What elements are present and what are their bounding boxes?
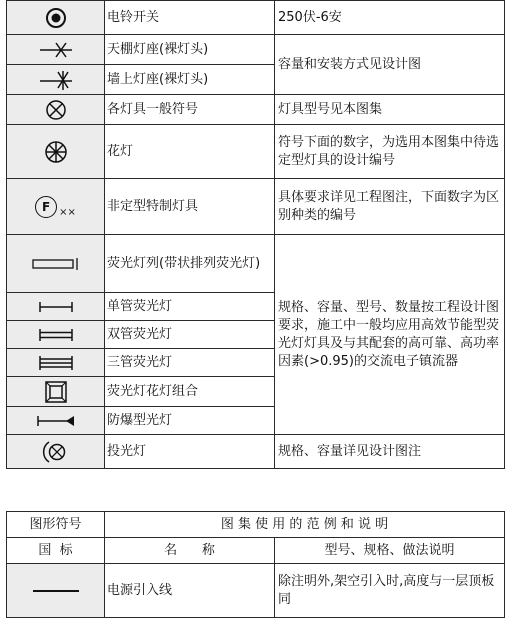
col-header-standard: 国 标 bbox=[7, 538, 105, 564]
item-name: 各灯具一般符号 bbox=[105, 95, 275, 125]
table-row bbox=[7, 35, 505, 65]
item-desc: 规格、容量、型号、数量按工程设计图要求，施工中一般均应用高效节能型荧光灯灯具及与其配套的高可靠、高功率因素(>0.95)的交流电子镇流器 bbox=[275, 235, 505, 435]
wall-socket-icon bbox=[36, 69, 76, 91]
item-name: 电源引入线 bbox=[105, 564, 275, 618]
table-row bbox=[7, 435, 505, 469]
lamp-general-icon bbox=[45, 99, 67, 121]
item-desc: 符号下面的数字，为选用本图集中待选定型灯具的设计编号 bbox=[275, 125, 505, 179]
floodlight-symbol bbox=[7, 435, 105, 469]
bell-switch-symbol bbox=[7, 1, 105, 35]
item-desc: 具体要求详见工程图注，下面数字为区别种类的编号 bbox=[275, 179, 505, 235]
example-table bbox=[6, 511, 505, 618]
table-row bbox=[7, 1, 505, 35]
floodlight-icon bbox=[41, 439, 71, 465]
item-name: 墙上灯座(裸灯头) bbox=[105, 65, 275, 95]
item-name: 荧光灯花灯组合 bbox=[105, 377, 275, 407]
item-name: 非定型特制灯具 bbox=[105, 179, 275, 235]
fluorescent-combo-symbol bbox=[7, 377, 105, 407]
fluorescent-row-symbol bbox=[7, 235, 105, 293]
double-tube-icon bbox=[36, 328, 76, 342]
col-header-spec: 型号、规格、做法说明 bbox=[275, 538, 505, 564]
power-line-symbol bbox=[7, 564, 105, 618]
single-tube-symbol bbox=[7, 293, 105, 321]
fluorescent-combo-icon bbox=[44, 380, 68, 404]
special-lamp-icon: F bbox=[35, 196, 57, 218]
item-name: 单管荧光灯 bbox=[105, 293, 275, 321]
table-row bbox=[7, 125, 505, 179]
table-row bbox=[7, 512, 505, 538]
double-tube-symbol bbox=[7, 321, 105, 349]
item-desc: 容量和安装方式见设计图 bbox=[275, 35, 505, 95]
chandelier-icon bbox=[44, 140, 68, 164]
triple-tube-symbol bbox=[7, 349, 105, 377]
table-row bbox=[7, 95, 505, 125]
ceiling-lamp-socket-symbol bbox=[7, 35, 105, 65]
item-name: 电铃开关 bbox=[105, 1, 275, 35]
special-lamp-symbol bbox=[7, 179, 105, 235]
table-row bbox=[7, 235, 505, 293]
fluorescent-row-icon bbox=[31, 257, 81, 271]
table-row bbox=[7, 538, 505, 564]
col-header-name: 名 称 bbox=[105, 538, 275, 564]
table-title: 图 集 使 用 的 范 例 和 说 明 bbox=[105, 512, 505, 538]
item-name: 荧光灯列(带状排列荧光灯) bbox=[105, 235, 275, 293]
symbol-table bbox=[6, 0, 505, 469]
table-row bbox=[7, 179, 505, 235]
explosion-proof-symbol bbox=[7, 407, 105, 435]
item-name: 三管荧光灯 bbox=[105, 349, 275, 377]
item-name: 投光灯 bbox=[105, 435, 275, 469]
special-lamp-subscript: ×× bbox=[59, 206, 76, 218]
item-name: 防爆型光灯 bbox=[105, 407, 275, 435]
triple-tube-icon bbox=[36, 355, 76, 371]
chandelier-symbol bbox=[7, 125, 105, 179]
item-name: 天棚灯座(裸灯头) bbox=[105, 35, 275, 65]
table-row bbox=[7, 564, 505, 618]
wall-lamp-socket-symbol bbox=[7, 65, 105, 95]
item-name: 花灯 bbox=[105, 125, 275, 179]
bell-switch-icon bbox=[44, 6, 68, 30]
power-line-icon bbox=[31, 587, 81, 595]
item-desc: 250伏-6安 bbox=[275, 1, 505, 35]
ceiling-socket-icon bbox=[36, 40, 76, 60]
item-desc: 规格、容量详见设计图注 bbox=[275, 435, 505, 469]
explosion-proof-icon bbox=[34, 414, 78, 428]
item-desc: 灯具型号见本图集 bbox=[275, 95, 505, 125]
symbol-header: 图形符号 bbox=[7, 512, 105, 538]
single-tube-icon bbox=[36, 301, 76, 313]
general-lamp-symbol bbox=[7, 95, 105, 125]
item-name: 双管荧光灯 bbox=[105, 321, 275, 349]
item-desc: 除注明外,架空引入时,高度与一层顶板同 bbox=[275, 564, 505, 618]
